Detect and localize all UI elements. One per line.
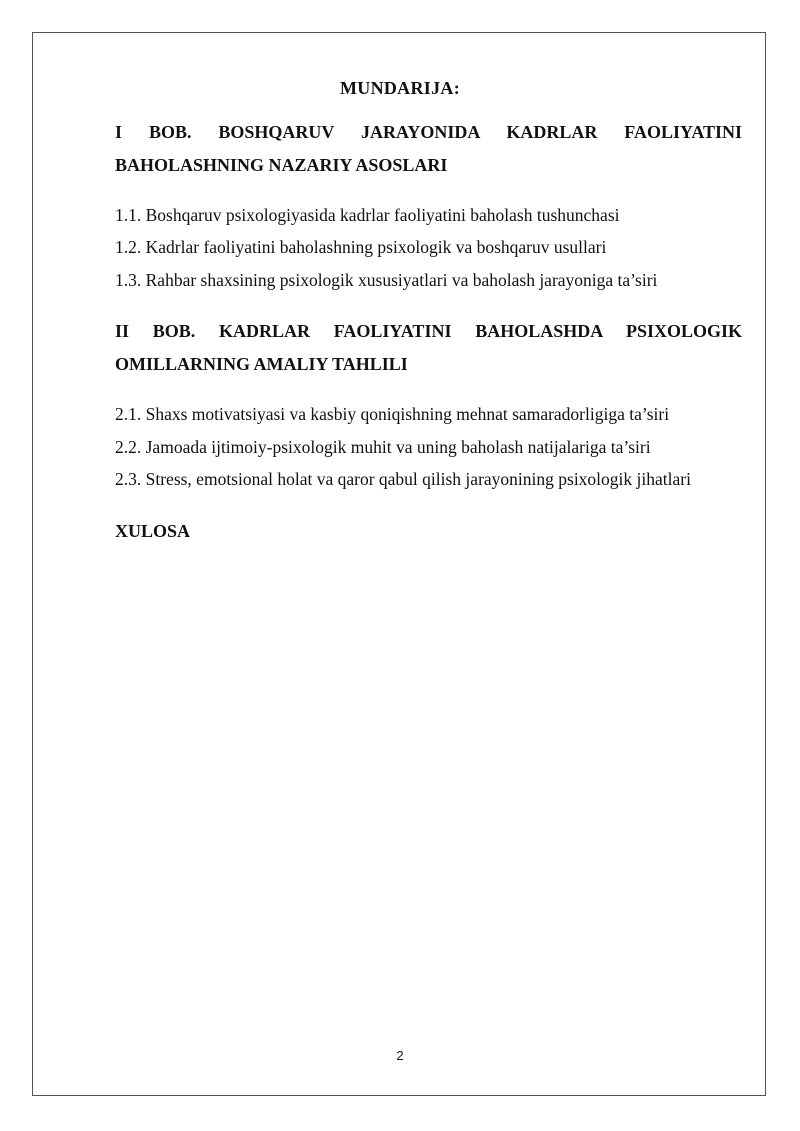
page-number: 2 — [396, 1048, 404, 1063]
toc-item-2-2: 2.2. Jamoada ijtimoiy-psixologik muhit va uning baholash natijalariga ta’siri — [115, 437, 651, 457]
toc-item-2-3: 2.3. Stress, emotsional holat va qaror qabul qilish jarayonining psixologik jihatlari — [115, 469, 691, 489]
page-border — [32, 32, 766, 1096]
toc-item-1-2: 1.2. Kadrlar faoliyatini baholashning psixologik va boshqaruv usullari — [115, 237, 607, 257]
conclusion-heading: XULOSA — [115, 521, 191, 541]
chapter-2-heading-line2: OMILLARNING AMALIY TAHLILI — [115, 354, 408, 374]
toc-item-1-1: 1.1. Boshqaruv psixologiyasida kadrlar faoliyatini baholash tushunchasi — [115, 205, 620, 225]
page-title: MUNDARIJA: — [340, 78, 460, 98]
toc-item-2-1: 2.1. Shaxs motivatsiyasi va kasbiy qoniqishning mehnat samaradorligiga ta’siri — [115, 404, 670, 424]
chapter-1-heading-line2: BAHOLASHNING NAZARIY ASOSLARI — [115, 155, 448, 175]
chapter-2-heading — [115, 315, 742, 381]
chapter-1-heading — [115, 116, 742, 182]
chapter-2-heading-line1: II BOB. KADRLAR FAOLIYATINI BAHOLASHDA PSIXOLOGIK — [115, 321, 742, 341]
toc-item-1-3: 1.3. Rahbar shaxsining psixologik xususiyatlari va baholash jarayoniga ta’siri — [115, 270, 658, 290]
chapter-1-heading-line1: I BOB. BOSHQARUV JARAYONIDA KADRLAR FAOLIYATINI — [115, 122, 742, 142]
